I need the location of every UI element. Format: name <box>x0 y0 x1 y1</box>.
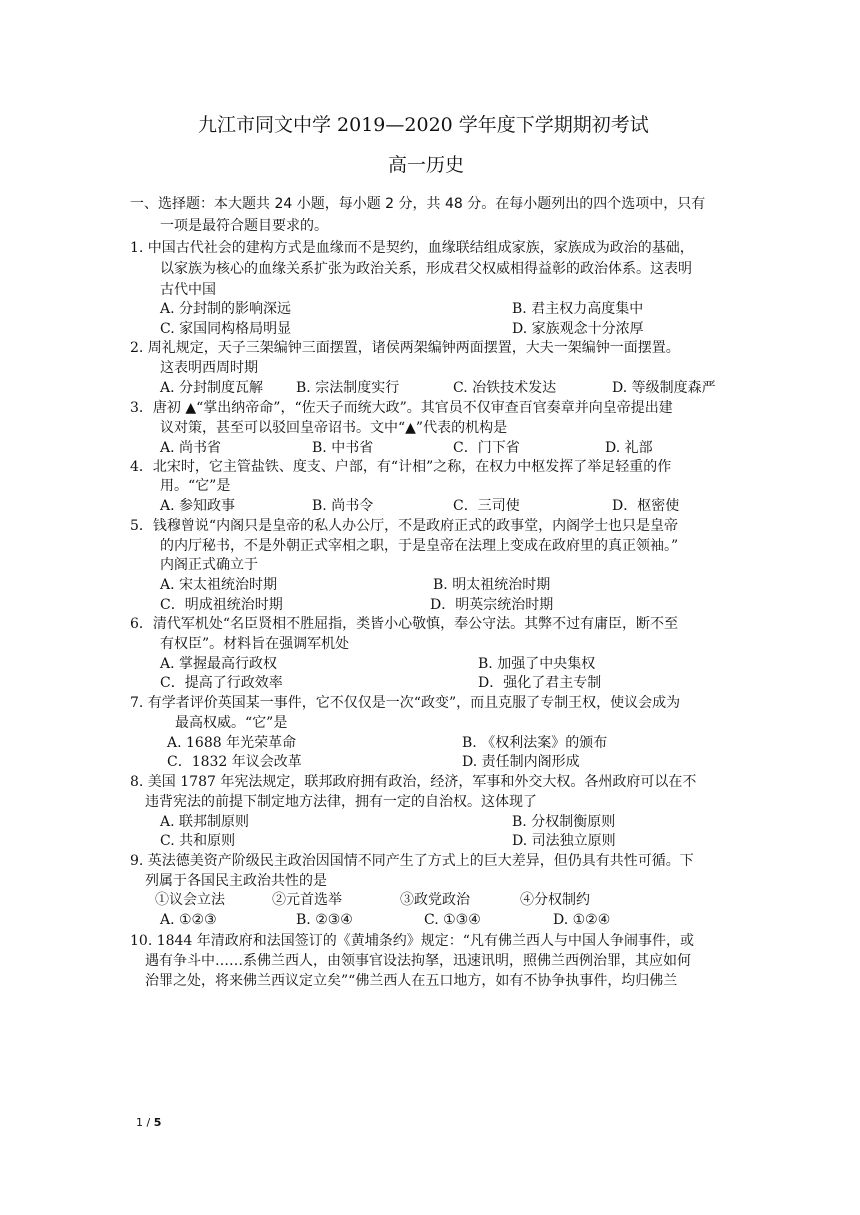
question-2-option-c: C. 冶铁技术发达 <box>453 380 557 396</box>
question-9-option-c: C. ①③④ <box>424 912 481 928</box>
question-1-stem: 古代中国 <box>160 282 216 298</box>
question-9-option-a: A. ①②③ <box>160 912 217 928</box>
question-5-option-d: D．明英宗统治时期 <box>430 597 554 613</box>
question-8-stem: 违背宪法的前提下制定地方法律，拥有一定的自治权。这体现了 <box>145 794 537 810</box>
question-3-stem: 3．唐初 ▲“掌出纳帝命”，“佐天子而统大政”。其官员不仅审查百官奏章并向皇帝提出建 <box>130 400 673 416</box>
question-4-stem: 4．北宋时，它主管盐铁、度支、户部，有“计相”之称，在权力中枢发挥了举足轻重的作 <box>130 459 672 475</box>
question-7-stem: 最高权威。“它”是 <box>175 715 288 731</box>
question-9-item: ④分权制约 <box>520 892 590 908</box>
question-5-stem: 的内厅秘书，不是外朝正式宰相之职，于是皇帝在法理上变成在政府里的真正领袖。” <box>160 538 679 554</box>
question-4-stem: 用。“它”是 <box>160 478 231 494</box>
question-6-stem: 有权臣”。材料旨在强调军机处 <box>160 636 350 652</box>
question-4-option-b: B. 尚书令 <box>312 498 374 514</box>
question-5-option-c: C．明成祖统治时期 <box>160 597 283 613</box>
question-8-option-b: B. 分权制衡原则 <box>512 814 616 830</box>
page-title: 九江市同文中学 2019—2020 学年度下学期期初考试 <box>198 114 649 136</box>
question-1-stem: 1. 中国古代社会的建构方式是血缘而不是契约，血缘联结组成家族，家族成为政治的基础， <box>130 240 694 256</box>
page-number <box>136 1113 161 1133</box>
page-subtitle: 高一历史 <box>388 154 465 176</box>
question-3-option-b: B. 中书省 <box>312 440 374 456</box>
question-6-option-b: B. 加强了中央集权 <box>478 656 596 672</box>
question-9-item: ③政党政治 <box>400 892 470 908</box>
question-6-option-c: C．提高了行政效率 <box>160 675 283 691</box>
question-8-option-d: D. 司法独立原则 <box>512 833 616 849</box>
question-6-option-a: A. 掌握最高行政权 <box>160 656 278 672</box>
question-6-option-d: D．强化了君主专制 <box>478 675 602 691</box>
question-4-option-a: A. 参知政事 <box>160 498 236 514</box>
question-3-option-a: A. 尚书省 <box>160 440 222 456</box>
question-7-option-d: D. 责任制内阁形成 <box>462 754 580 770</box>
question-5-stem: 内阁正式确立于 <box>160 557 258 573</box>
question-9-item: ②元首选举 <box>272 892 342 908</box>
question-10-stem: 治罪之处，将来佛兰西议定立矣”“佛兰西人在五口地方，如有不协争执事件，均归佛兰 <box>145 973 678 989</box>
question-8-option-c: C. 共和原则 <box>160 833 236 849</box>
question-1-stem: 以家族为核心的血缘关系扩张为政治关系，形成君父权威相得益彰的政治体系。这表明 <box>160 261 692 277</box>
question-8-option-a: A. 联邦制原则 <box>160 814 250 830</box>
question-7-stem: 7. 有学者评价英国某一事件，它不仅仅是一次“政变”，而且克服了专制王权，使议会成为 <box>130 695 681 711</box>
question-2-option-a: A. 分封制度瓦解 <box>160 380 264 396</box>
question-9-item: ①议会立法 <box>155 892 225 908</box>
question-2-stem: 2. 周礼规定，天子三架编钟三面摆置，诸侯两架编钟两面摆置，大夫一架编钟一面摆置。 <box>130 340 680 356</box>
question-2-option-d: D. 等级制度森严 <box>612 380 716 396</box>
section-heading-cont: 一项是最符合题目要求的。 <box>160 218 328 234</box>
question-5-stem: 5．钱穆曾说“内阁只是皇帝的私人办公厅，不是政府正式的政事堂，内阁学士也只是皇帝 <box>130 518 679 534</box>
question-4-option-d: D．枢密使 <box>612 498 680 514</box>
question-1-option-c: C. 家国同构格局明显 <box>160 321 292 337</box>
question-9-stem: 9. 英法德美资产阶级民主政治因国情不同产生了方式上的巨大差异，但仍具有共性可循。下 <box>130 853 694 869</box>
question-9-stem: 列属于各国民主政治共性的是 <box>145 873 327 889</box>
question-5-option-a: A. 宋太祖统治时期 <box>160 577 278 593</box>
question-7-option-b: B. 《权利法案》的颁布 <box>462 735 608 751</box>
question-8-stem: 8. 美国 1787 年宪法规定，联邦政府拥有政治，经济，军事和外交大权。各州政府可以在不 <box>130 774 697 790</box>
question-6-stem: 6．清代军机处“名臣贤相不胜屈指，类皆小心敬慎，奉公守法。其弊不过有庸臣，断不至 <box>130 616 679 632</box>
page-current: 1 <box>136 1116 143 1129</box>
question-4-option-c: C．三司使 <box>453 498 520 514</box>
question-1-option-b: B. 君主权力高度集中 <box>512 301 644 317</box>
question-9-option-d: D. ①②④ <box>553 912 611 928</box>
question-1-option-d: D. 家族观念十分浓厚 <box>512 321 644 337</box>
page-total: 5 <box>153 1116 162 1129</box>
question-3-option-d: D. 礼部 <box>605 440 653 456</box>
question-9-option-b: B. ②③④ <box>296 912 353 928</box>
section-heading: 一、选择题：本大题共 24 小题，每小题 2 分，共 48 分。在每小题列出的四个选项中，只有 <box>130 196 706 212</box>
question-2-stem: 这表明西周时期 <box>160 360 258 376</box>
question-7-option-c: C．1832 年议会改革 <box>167 754 302 770</box>
question-1-option-a: A. 分封制的影响深远 <box>160 301 292 317</box>
question-5-option-b: B. 明太祖统治时期 <box>433 577 551 593</box>
question-3-stem: 议对策，甚至可以驳回皇帝诏书。文中“▲”代表的机构是 <box>160 420 508 436</box>
question-7-option-a: A. 1688 年光荣革命 <box>167 735 297 751</box>
question-2-option-b: B. 宗法制度实行 <box>296 380 400 396</box>
question-10-stem: 10. 1844 年清政府和法国签订的《黄埔条约》规定：“凡有佛兰西人与中国人争闹事件，或 <box>130 933 694 949</box>
question-3-option-c: C．门下省 <box>453 440 520 456</box>
question-10-stem: 遇有争斗中……系佛兰西人，由领事官设法拘拏，迅速讯明，照佛兰西例治罪，其应如何 <box>145 953 691 969</box>
page-separator: / <box>143 1116 154 1129</box>
